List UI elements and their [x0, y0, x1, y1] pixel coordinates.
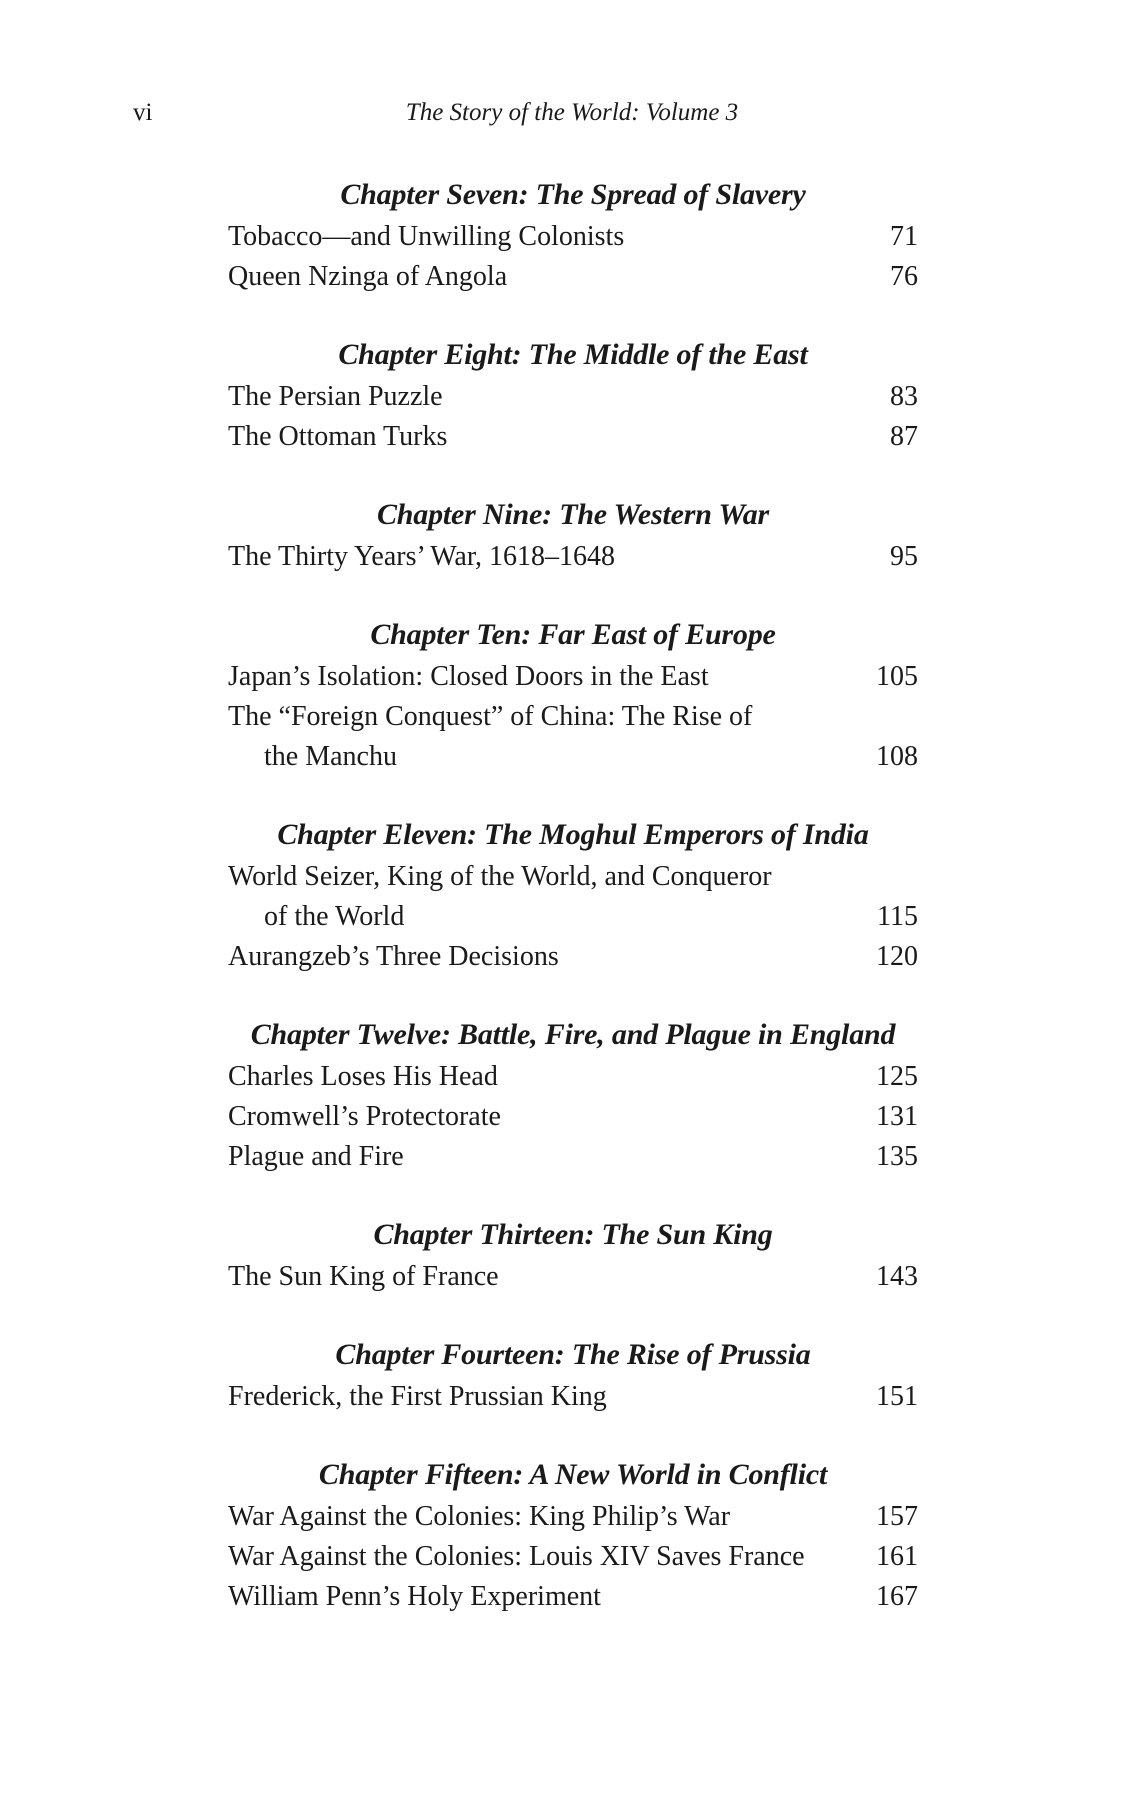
toc-entry-title: The Persian Puzzle	[228, 381, 443, 412]
table-of-contents	[228, 175, 918, 1617]
toc-entry-row	[228, 537, 918, 577]
chapter-heading: Chapter Seven: The Spread of Slavery	[340, 178, 806, 211]
toc-entry-page-number: 143	[876, 1261, 918, 1292]
chapter-entries	[228, 1377, 918, 1417]
toc-entry-row	[228, 257, 918, 297]
toc-entry-page-number: 76	[890, 261, 918, 292]
toc-section	[228, 1335, 918, 1417]
toc-entry-title-continuation: of the World	[264, 901, 405, 932]
toc-entry-row	[228, 937, 918, 977]
toc-entry-page-number: 120	[876, 941, 918, 972]
chapter-heading: Chapter Fifteen: A New World in Conflict	[318, 1458, 828, 1491]
toc-entry-title: Tobacco—and Unwilling Colonists	[228, 221, 625, 252]
toc-entry-page-number: 108	[876, 741, 918, 772]
toc-entry-title: William Penn’s Holy Experiment	[228, 1581, 601, 1612]
toc-entry-title: War Against the Colonies: Louis XIV Saves France	[228, 1541, 805, 1572]
toc-entry-row	[228, 1257, 918, 1297]
chapter-heading: Chapter Twelve: Battle, Fire, and Plague in England	[250, 1018, 896, 1051]
toc-entry-page-number: 83	[890, 381, 918, 412]
toc-entry-title: The Ottoman Turks	[228, 421, 448, 452]
toc-entry-title: Queen Nzinga of Angola	[228, 261, 508, 292]
toc-section	[228, 815, 918, 977]
toc-entry-row	[228, 417, 918, 457]
toc-entry-row-continuation	[228, 897, 918, 937]
toc-entry-title: The Sun King of France	[228, 1261, 499, 1292]
chapter-entries	[228, 537, 918, 577]
toc-entry-row	[228, 697, 918, 737]
toc-entry-title: Charles Loses His Head	[228, 1061, 498, 1092]
toc-entry-page-number: 131	[876, 1101, 918, 1132]
toc-entry-title: Frederick, the First Prussian King	[228, 1381, 607, 1412]
toc-entry-page-number: 95	[890, 541, 918, 572]
toc-section	[228, 175, 918, 297]
toc-section	[228, 1455, 918, 1617]
toc-entry-row	[228, 1497, 918, 1537]
toc-entry-row	[228, 217, 918, 257]
toc-entry-title: War Against the Colonies: King Philip’s War	[228, 1501, 731, 1532]
toc-entry-page-number: 115	[877, 901, 918, 932]
chapter-heading: Chapter Ten: Far East of Europe	[370, 618, 776, 651]
chapter-heading: Chapter Fourteen: The Rise of Prussia	[335, 1338, 811, 1371]
page-folio: vi	[133, 99, 153, 126]
toc-section	[228, 615, 918, 777]
toc-entry-page-number: 125	[876, 1061, 918, 1092]
toc-section	[228, 1215, 918, 1297]
toc-entry-row	[228, 1097, 918, 1137]
chapter-entries	[228, 857, 918, 977]
toc-section	[228, 335, 918, 457]
chapter-entries	[228, 657, 918, 777]
toc-entry-page-number: 87	[890, 421, 918, 452]
toc-entry-row	[228, 1057, 918, 1097]
chapter-heading: Chapter Eleven: The Moghul Emperors of India	[277, 818, 869, 851]
toc-entry-title: The “Foreign Conquest” of China: The Rise of	[228, 701, 753, 732]
toc-entry-row	[228, 377, 918, 417]
chapter-entries	[228, 1057, 918, 1177]
toc-entry-row	[228, 1577, 918, 1617]
toc-entry-title: The Thirty Years’ War, 1618–1648	[228, 541, 616, 572]
toc-entry-page-number: 151	[876, 1381, 918, 1412]
toc-entry-title: Cromwell’s Protectorate	[228, 1101, 501, 1132]
toc-entry-title-continuation: the Manchu	[264, 741, 397, 772]
chapter-entries	[228, 377, 918, 457]
toc-entry-page-number: 71	[890, 221, 918, 252]
toc-entry-row-continuation	[228, 737, 918, 777]
toc-entry-title: World Seizer, King of the World, and Conqueror	[228, 861, 772, 892]
toc-entry-title: Japan’s Isolation: Closed Doors in the East	[228, 661, 709, 692]
toc-entry-row	[228, 1377, 918, 1417]
toc-entry-row	[228, 1137, 918, 1177]
chapter-heading: Chapter Thirteen: The Sun King	[373, 1218, 773, 1251]
chapter-heading: Chapter Nine: The Western War	[376, 498, 770, 531]
running-header	[0, 98, 1144, 128]
chapter-entries	[228, 1497, 918, 1617]
toc-entry-page-number: 167	[876, 1581, 918, 1612]
toc-section	[228, 495, 918, 577]
chapter-entries	[228, 1257, 918, 1297]
toc-entry-row	[228, 657, 918, 697]
toc-entry-page-number: 161	[876, 1541, 918, 1572]
toc-entry-page-number: 135	[876, 1141, 918, 1172]
toc-entry-title: Plague and Fire	[228, 1141, 404, 1172]
toc-entry-row	[228, 857, 918, 897]
toc-entry-row	[228, 1537, 918, 1577]
toc-entry-page-number: 157	[876, 1501, 918, 1532]
toc-section	[228, 1015, 918, 1177]
chapter-heading: Chapter Eight: The Middle of the East	[338, 338, 808, 371]
chapter-entries	[228, 217, 918, 297]
toc-entry-page-number: 105	[876, 661, 918, 692]
toc-entry-title: Aurangzeb’s Three Decisions	[228, 941, 559, 972]
running-header-title: The Story of the World: Volume 3	[405, 99, 739, 126]
